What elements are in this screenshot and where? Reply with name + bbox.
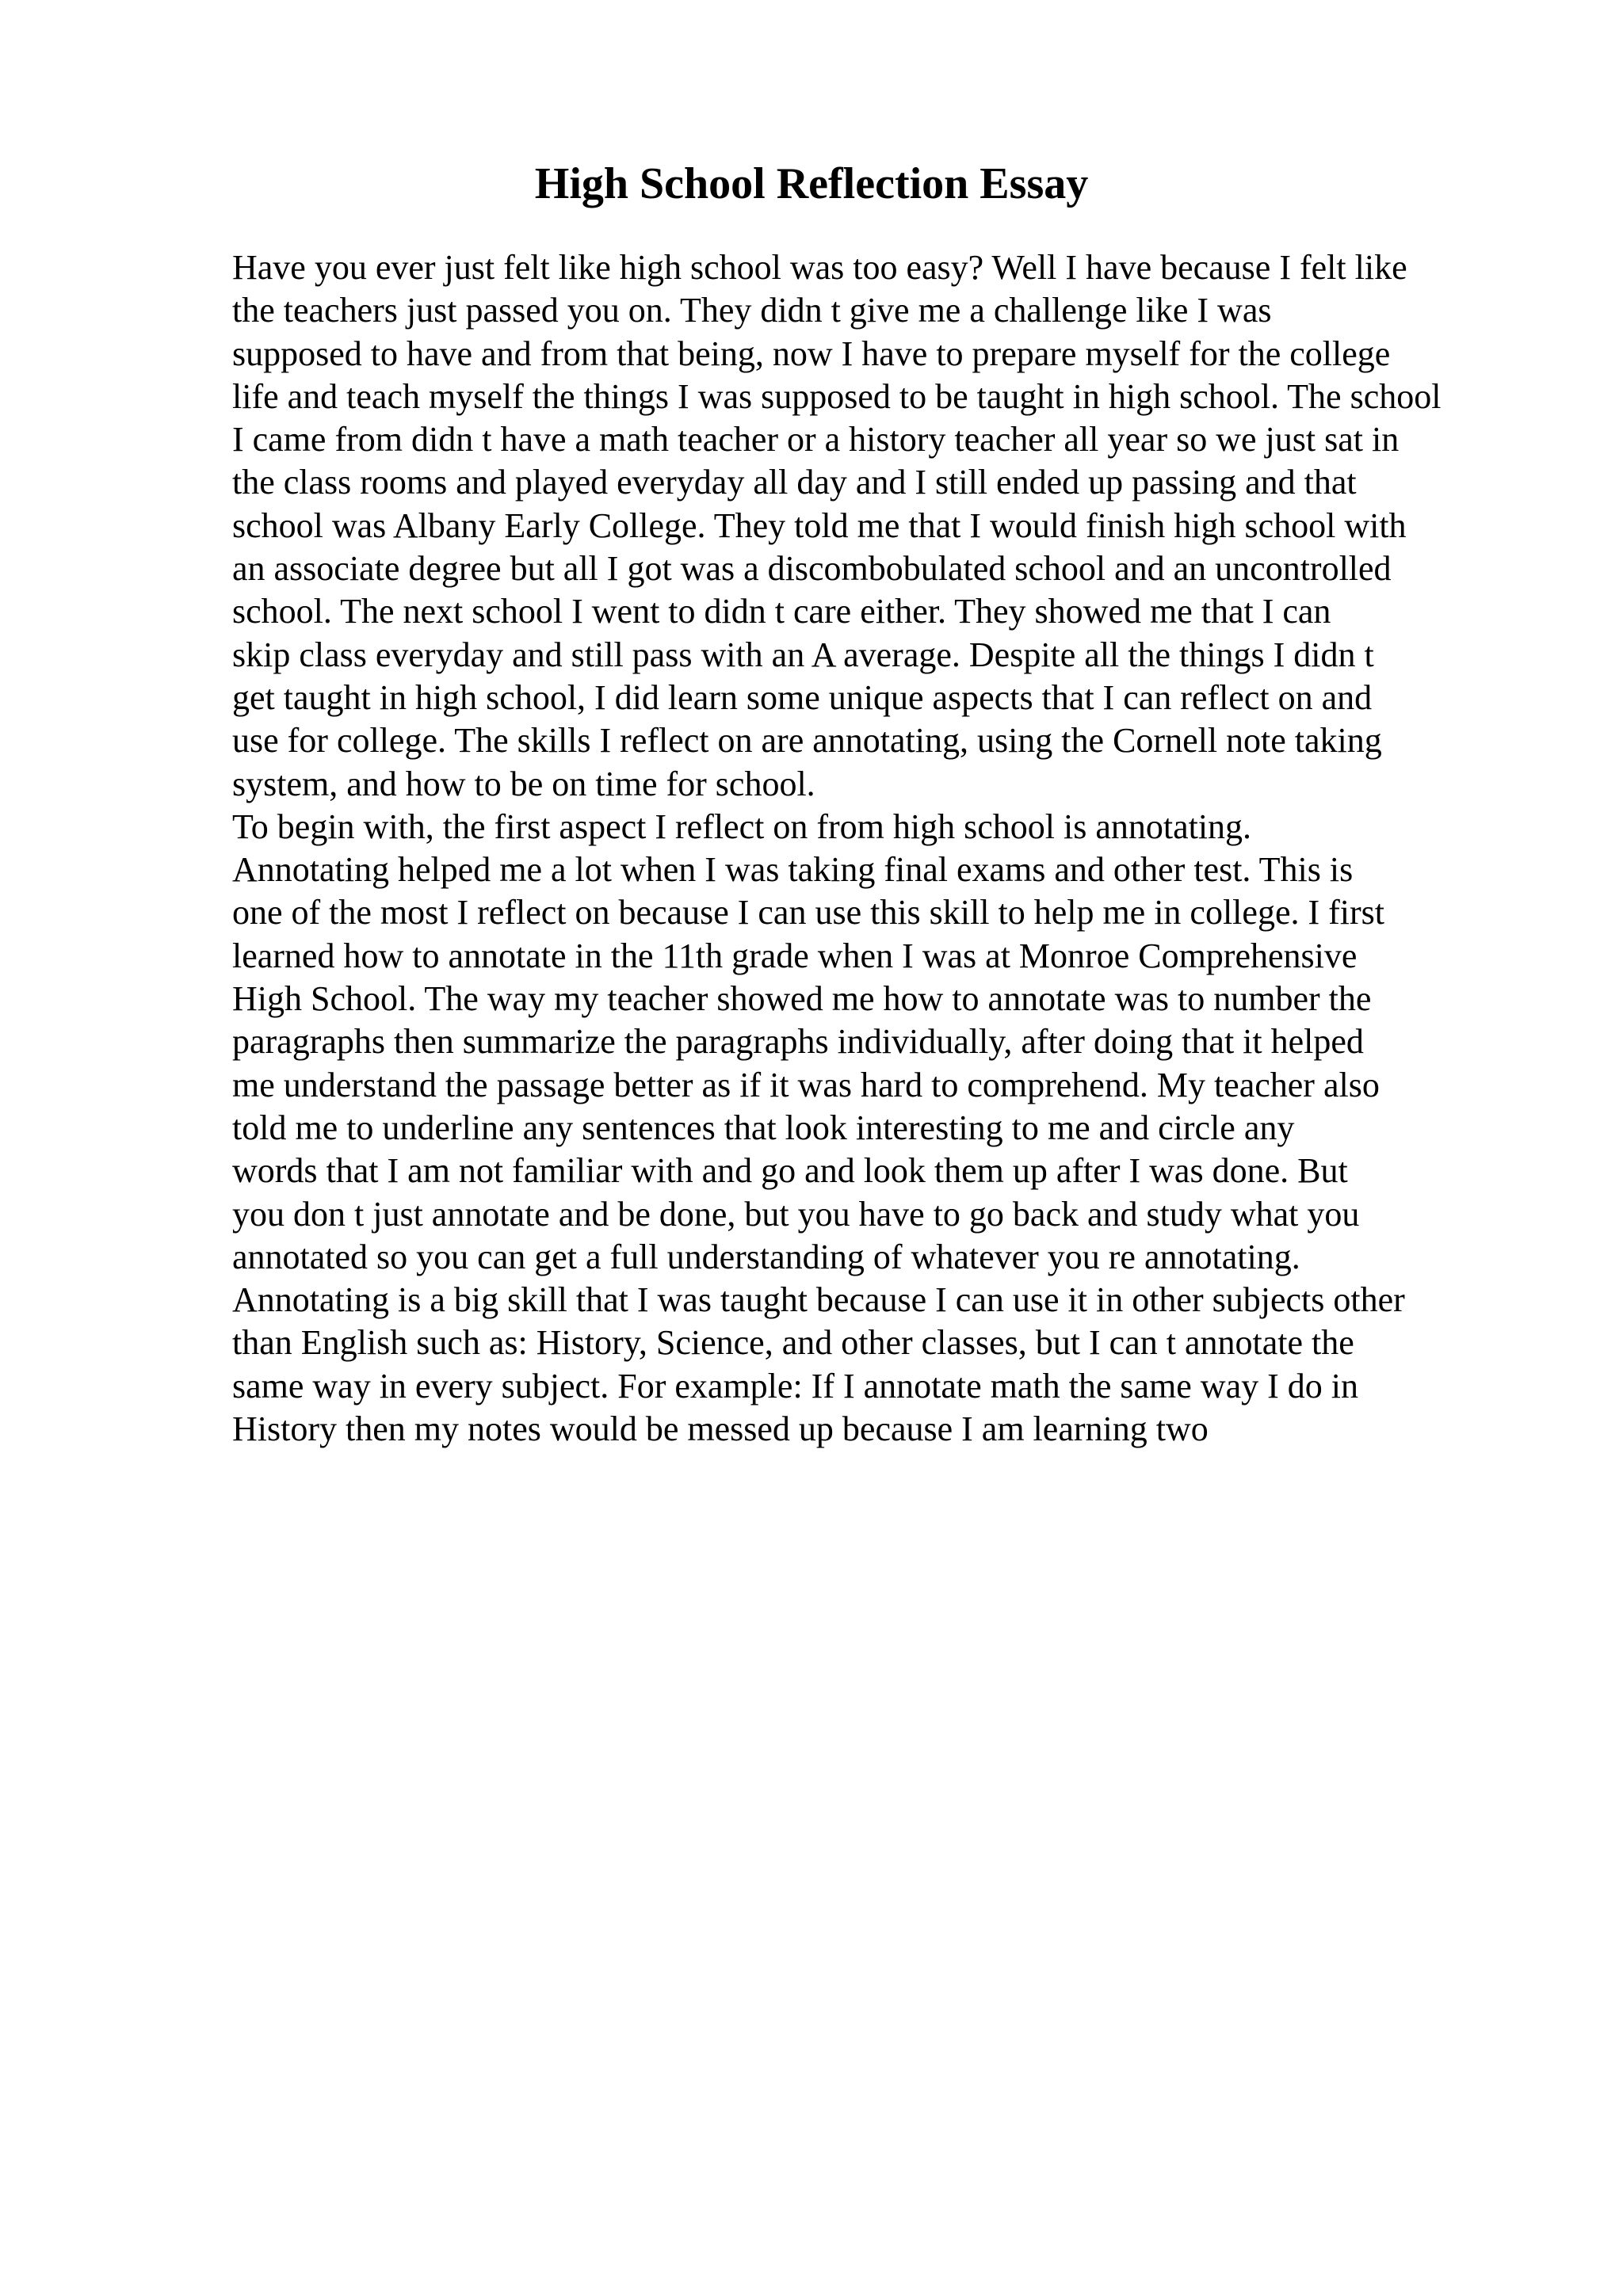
text-line: you don t just annotate and be done, but you have to go back and study what you xyxy=(232,1194,1360,1234)
text-line: words that I am not familiar with and go and look them up after I was done. But xyxy=(232,1151,1348,1191)
text-line: Annotating helped me a lot when I was taking final exams and other test. This is xyxy=(232,850,1354,890)
text-line: supposed to have and from that being, now I have to prepare myself for the college xyxy=(232,334,1391,373)
text-line: skip class everyday and still pass with an A average. Despite all the things I didn t xyxy=(232,635,1374,674)
text-line: History then my notes would be messed up because I am learning two xyxy=(232,1409,1209,1449)
text-line: To begin with, the first aspect I reflect on from high school is annotating. xyxy=(232,807,1252,846)
text-line: system, and how to be on time for school. xyxy=(232,764,815,803)
text-line: than English such as: History, Science, and other classes, but I can t annotate the xyxy=(232,1323,1354,1363)
text-line: told me to underline any sentences that look interesting to me and circle any xyxy=(232,1108,1295,1147)
text-line: annotated so you can get a full understanding of whatever you re annotating. xyxy=(232,1237,1300,1276)
text-line: the class rooms and played everyday all day and I still ended up passing and that xyxy=(232,463,1357,502)
text-line: paragraphs then summarize the paragraphs individually, after doing that it helped xyxy=(232,1022,1364,1062)
text-line: I came from didn t have a math teacher or a history teacher all year so we just sat in xyxy=(232,420,1400,460)
text-line: the teachers just passed you on. They didn t give me a challenge like I was xyxy=(232,291,1272,330)
text-line: same way in every subject. For example: If I annotate math the same way I do in xyxy=(232,1366,1358,1405)
text-line: Annotating is a big skill that I was taught because I can use it in other subjects other xyxy=(232,1280,1405,1320)
text-line: me understand the passage better as if it was hard to comprehend. My teacher also xyxy=(232,1065,1380,1104)
text-line: life and teach myself the things I was supposed to be taught in high school. The school xyxy=(232,376,1442,416)
text-line: High School. The way my teacher showed me how to annotate was to number the xyxy=(232,979,1372,1019)
text-line: one of the most I reflect on because I can use this skill to help me in college. I first xyxy=(232,893,1384,933)
text-line: school was Albany Early College. They told me that I would finish high school with xyxy=(232,505,1407,545)
page-title: High School Reflection Essay xyxy=(534,159,1089,208)
text-line: use for college. The skills I reflect on are annotating, using the Cornell note taking xyxy=(232,721,1382,761)
text-line: get taught in high school, I did learn some unique aspects that I can reflect on and xyxy=(232,677,1373,717)
text-line: Have you ever just felt like high school was too easy? Well I have because I felt like xyxy=(232,248,1407,287)
essay-body xyxy=(232,246,1595,1451)
text-line: an associate degree but all I got was a discombobulated school and an uncontrolled xyxy=(232,549,1392,589)
text-line: learned how to annotate in the 11th grade when I was at Monroe Comprehensive xyxy=(232,936,1358,975)
text-line: school. The next school I went to didn t care either. They showed me that I can xyxy=(232,592,1331,631)
